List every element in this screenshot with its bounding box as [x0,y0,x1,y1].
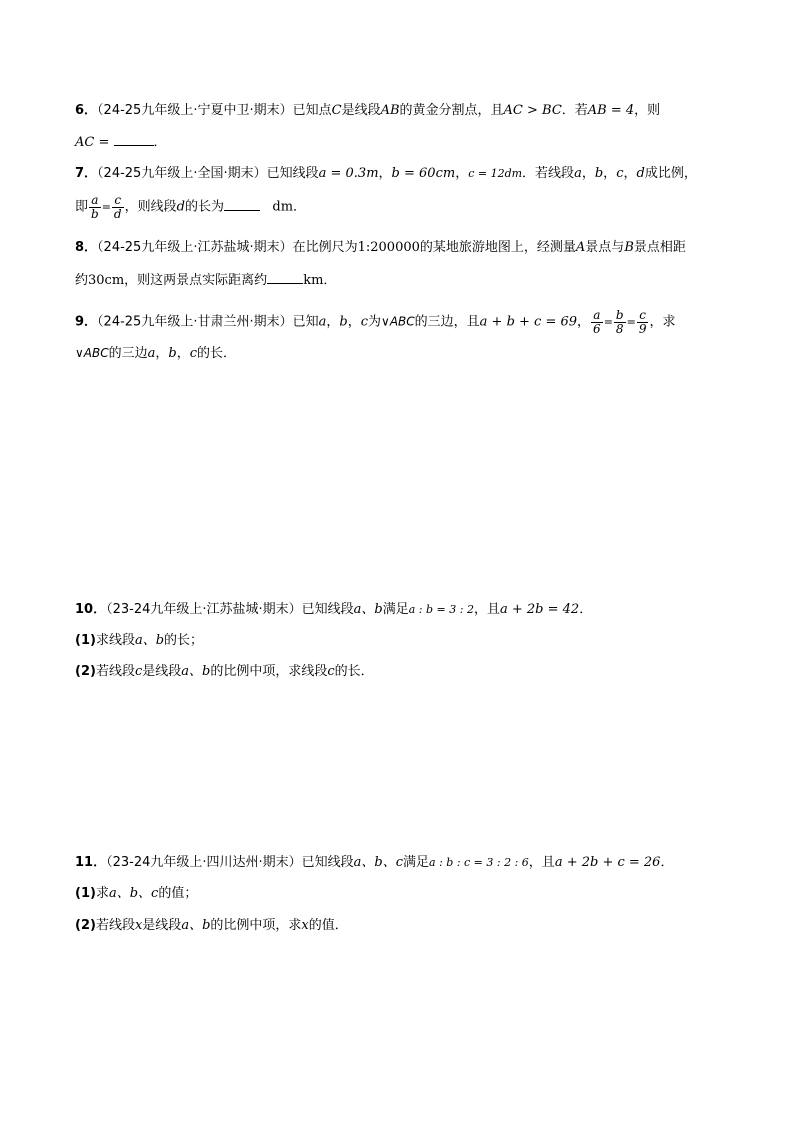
question-text: 若线段 [95,918,135,933]
math-expr: 30cm [88,273,125,288]
question-11-part-1 [75,886,197,902]
question-text: ， [347,314,361,330]
math-expr: a + 2b + c = 26 [554,855,661,870]
question-text: ， [155,346,169,361]
math-var: c [134,664,143,679]
fraction-a-over-6 [591,309,603,335]
question-text: ． [153,135,167,150]
fraction-denominator: d [113,206,122,221]
fraction-c-over-9 [637,309,649,335]
math-expr: a + b + c = 69 [479,314,578,330]
question-text: 的三边 [108,346,148,361]
question-number: 7． [75,166,98,181]
math-var: c [360,314,369,330]
question-source: （24-25九年级上·宁夏中卫·期末） [97,103,293,118]
question-text: 求线段 [95,633,135,648]
math-var: c [189,346,198,361]
question-text: ． [579,602,593,617]
math-var: x [301,918,309,933]
question-text: 已知线段 [266,166,319,181]
question-text: 的长； [164,633,204,648]
math-var: b [339,314,348,330]
question-7-line-1 [75,166,697,182]
question-9-line-1 [75,309,675,335]
answer-blank[interactable] [224,198,260,211]
question-text: 是线段 [142,664,182,679]
fraction-numerator: c [112,194,124,208]
question-text: 满足 [403,855,430,870]
question-text: ，则线段 [124,199,177,215]
question-text: 为 [368,314,382,330]
question-text: ，则 [634,103,661,118]
equals-sign: = [603,315,613,329]
math-var: d [176,199,185,215]
question-text: 若线段 [95,664,135,679]
fraction-denominator: 9 [638,321,647,336]
question-text: ， [455,166,469,181]
question-source: （23-24九年级上·四川达州·期末） [106,855,302,870]
question-text: 的三边，且 [414,314,480,330]
part-number: (2) [75,664,96,679]
question-10-part-2 [75,664,374,680]
question-8-line-2 [75,271,336,289]
question-11-line-1 [75,855,673,871]
fraction-b-over-8 [614,309,626,335]
question-text: 已知 [292,314,319,330]
question-source: （23-24九年级上·江苏盐城·期末） [106,602,302,617]
question-text: 约 [75,273,89,288]
math-expr: 1:200000 [357,240,420,255]
question-6-line-1 [75,103,660,119]
fraction-numerator: b [615,308,624,322]
math-var: a、b、c [108,886,159,901]
question-number: 8． [75,240,98,255]
math-var: a、b、c [353,855,404,870]
math-var: c [616,166,624,181]
question-text: ．若线段 [522,166,575,181]
math-expr: b = 60cm [391,166,456,181]
math-expr: a : b = 3 : 2 [408,603,474,616]
question-number: 11． [75,855,107,870]
question-text: ， [581,166,595,181]
math-var: C [331,103,342,118]
question-text: 满足 [382,602,409,617]
question-text: 的某地旅游地图上，经测量 [419,240,576,255]
question-text: 景点相距 [633,240,686,255]
math-expr: c = 12dm [468,167,523,180]
equals-sign: = [626,315,636,329]
math-expr: AC > BC [503,103,562,118]
answer-blank[interactable] [267,271,303,284]
question-text: ， [326,314,340,330]
question-text: 的比例中项，求 [210,918,302,933]
question-text: 的长． [334,664,374,679]
math-var: a、b [134,633,165,648]
question-7-line-2: 即 $\frac{a}{b}$ = $\frac{c}{d}$ ，则线段d的长为 dm． [75,193,307,221]
question-text: 的长为 [184,199,224,215]
question-text: ， [623,166,637,181]
fraction-numerator: c [637,309,649,323]
math-var: b [168,346,177,361]
question-10-line-1 [75,602,592,618]
question-text: 的黄金分割点，且 [399,103,504,118]
question-11-part-2 [75,918,348,934]
math-expr: a : b : c = 3 : 2 : 6 [429,856,529,869]
fraction-denominator: 6 [593,321,601,336]
math-expr: a = 0.3m [318,166,379,181]
math-var: a [574,166,582,181]
question-9-line-2 [75,346,236,362]
question-text: 已知线段 [301,855,354,870]
question-source: （24-25九年级上·甘肃兰州·期末） [97,314,293,330]
question-number: 6． [75,103,98,118]
part-number: (1) [75,886,96,901]
question-text: ． [660,855,674,870]
math-expr: a + 2b = 42 [499,602,580,617]
math-var: a、b [353,602,383,617]
question-source: （24-25九年级上·全国·期末） [97,166,267,181]
math-expr: AB = 4 [587,103,635,118]
question-8-line-1 [75,240,686,256]
math-var: B [624,240,634,255]
question-text: 是线段 [142,918,182,933]
question-text: 的值． [308,918,348,933]
fraction-a-over-b [89,194,101,220]
question-text: 求 [95,886,109,901]
question-text: 成比例， [644,166,697,181]
triangle-symbol: ∨ABC [75,346,109,360]
question-text: 的长． [197,346,237,361]
math-var: c [327,664,335,679]
math-var: d [636,166,645,181]
math-var: A [575,240,586,255]
math-var: a [318,314,327,330]
fraction-denominator: b [91,206,99,221]
math-var: a [147,346,156,361]
answer-blank[interactable] [114,133,154,146]
question-10-part-1 [75,633,203,649]
fraction-c-over-d [112,194,124,220]
question-text: 在比例尺为 [292,240,358,255]
math-var: a、b [181,918,211,933]
question-text: 是线段 [341,103,381,118]
unit-label: km [303,273,324,288]
question-text: ， [603,166,617,181]
question-text: ． [293,199,307,215]
math-var: a、b [181,664,211,679]
unit-label: dm [272,199,294,215]
math-var: b [594,166,604,181]
question-number: 9． [75,314,98,330]
question-text: 即 [75,199,89,215]
math-expr: AC = [75,135,110,150]
question-text: ．若 [561,103,588,118]
question-text: 的值； [158,886,198,901]
question-source: （24-25九年级上·江苏盐城·期末） [97,240,293,255]
question-text: ，求 [649,314,676,330]
fraction-numerator: a [89,194,101,208]
question-text: ， [176,346,190,361]
fraction-numerator: a [591,309,603,323]
math-var: x [134,918,143,933]
question-text: 已知点 [292,103,332,118]
fraction-denominator: 8 [615,321,624,336]
question-6-line-2 [75,133,167,151]
question-text: ， [378,166,392,181]
question-text: ，且 [528,855,555,870]
question-number: 10． [75,602,107,617]
question-text: ， [577,314,591,330]
question-text: ，则这两景点实际距离约 [124,273,268,288]
math-var: AB [380,103,400,118]
question-text: 景点与 [585,240,625,255]
part-number: (2) [75,918,96,933]
triangle-symbol: ∨ABC [381,314,415,329]
part-number: (1) [75,633,96,648]
question-text: 已知线段 [301,602,354,617]
question-text: ，且 [473,602,500,617]
question-text: ． [323,273,337,288]
question-text: 的比例中项，求线段 [210,664,328,679]
